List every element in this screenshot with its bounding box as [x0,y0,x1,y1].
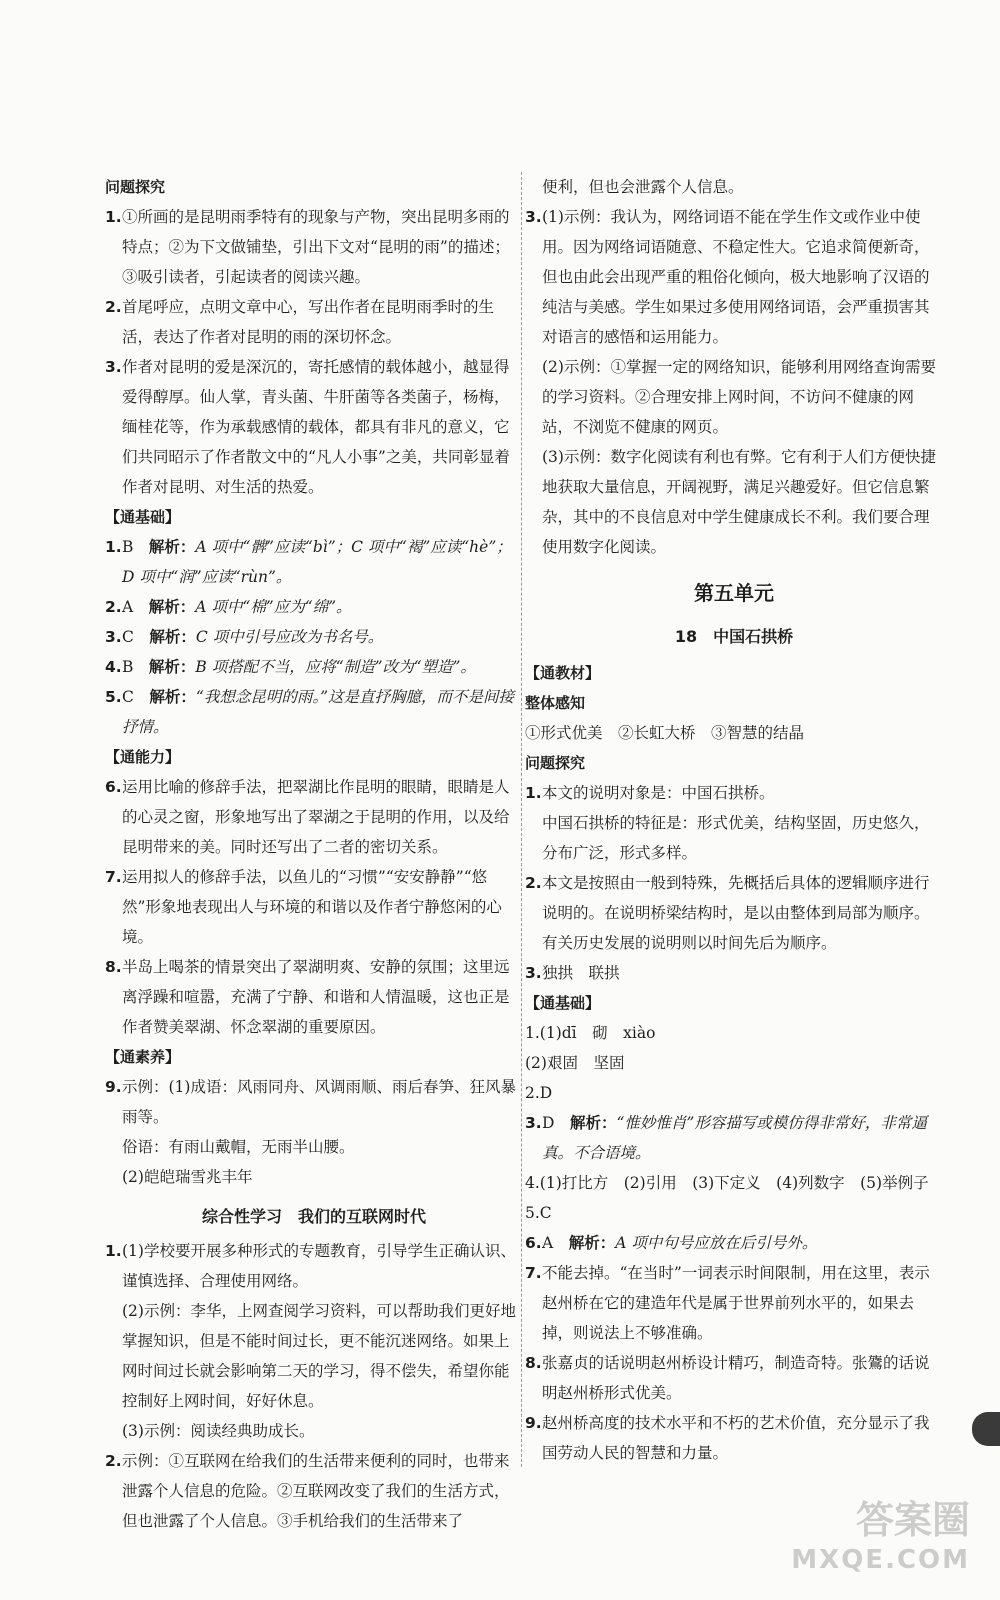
answer-item: 9. 赵州桥高度的技术水平和不朽的艺术价值，充分显示了我国劳动人民的智慧和力量。 [525,1414,930,1462]
answer-item: 1. 本文的说明对象是：中国石拱桥。 [525,784,775,802]
section-heading-tongjiaocai: 【通教材】 [525,664,601,682]
answer-subline: (2)皑皑瑞雪兆丰年 [122,1168,253,1186]
section-heading-tongjichu: 【通基础】 [105,508,181,526]
answer-item: 1. B 解析：A 项中“髀”应读“bì”；C 项中“褐”应读“hè”；D 项中“润”应读“rùn”。 [105,538,512,586]
zhengti-answer: ①形式优美 ②长虹大桥 ③智慧的结晶 [525,724,805,742]
answer-item: 6. 运用比喻的修辞手法，把翠湖比作昆明的眼睛，眼睛是人的心灵之窗，形象地写出了翠湖之于昆明的作用，以及给昆明带来的美。同时还写出了二者的密切关系。 [105,778,510,856]
answer-item: 8. 张嘉贞的话说明赵州桥设计精巧，制造奇特。张鷟的话说明赵州桥形式优美。 [525,1354,930,1402]
lesson-title: 18 中国石拱桥 [674,627,794,646]
section-heading-wenti: 问题探究 [525,754,586,772]
answer-item: 3. (1)示例：我认为，网络词语不能在学生作文或作业中使用。因为网络词语随意、不稳定性大。它追求简便新奇，但也由此会出现严重的粗俗化倾向，极大地影响了汉语的纯洁与美感。学生如果过多使用网络词语，会严重损害其对语言的感悟和运用能力。 [525,208,930,346]
answer-item: 3. 独拱 联拱 [525,964,620,982]
answer-item: 3. 作者对昆明的爱是深沉的，寄托感情的载体越小，越显得爱得醇厚。仙人掌，青头菌、牛肝菌等各类菌子，杨梅，缅桂花等，作为承载感情的载体，都具有非凡的意义，它们共同昭示了作者散文中的“凡人小事”之美，共同彰显着作者对昆明、对生活的热爱。 [105,358,510,496]
answer-item: 6. A 解析：A 项中句号应放在后引号外。 [525,1234,818,1252]
answer-subline: 俗语：有雨山戴帽，无雨半山腰。 [122,1138,355,1156]
answer-subline: (2)示例：李华，上网查阅学习资料，可以帮助我们更好地掌握知识，但是不能时间过长，更不能沉迷网络。如果上网时间过长就会影响第二天的学习，得不偿失，希望你能控制好上网时间，好好休息。 [122,1302,516,1410]
answer-item: 5. C 解析：“我想念昆明的雨。”这是直抒胸臆，而不是间接抒情。 [105,688,515,736]
right-column [525,172,943,1468]
answer-item: 1. ①所画的是昆明雨季特有的现象与产物，突出昆明多雨的特点；②为下文做铺垫，引出下文对“昆明的雨”的描述；③吸引读者，引起读者的阅读兴趣。 [105,208,510,286]
answer-item: 2. 首尾呼应，点明文章中心，写出作者在昆明雨季时的生活，表达了作者对昆明的雨的深切怀念。 [105,298,495,346]
answer-line: 4.(1)打比方 (2)引用 (3)下定义 (4)列数字 (5)举例子 [525,1174,929,1192]
answer-item: 2. 示例：①互联网在给我们的生活带来便利的同时，也带来泄露个人信息的危险。②互联网改变了我们的生活方式，但也泄露了个人信息。③手机给我们的生活带来了 [105,1452,510,1530]
zonghe-title: 综合性学习 我们的互联网时代 [201,1207,426,1226]
answer-line: 2.D [525,1084,553,1102]
section-heading-tongjichu: 【通基础】 [525,994,601,1012]
answer-item: 1. (1)学校要开展多种形式的专题教育，引导学生正确认识、谨慎选择、合理使用网络。 [105,1242,516,1290]
section-heading-tongsuyang: 【通素养】 [105,1048,181,1066]
section-heading-tongnengli: 【通能力】 [105,748,181,766]
answer-item: 3. C 解析：C 项中引号应改为书名号。 [105,628,384,646]
answer-item: 8. 半岛上喝茶的情景突出了翠湖明爽、安静的氛围；这里远离浮躁和喧嚣，充满了宁静、和谐和人情温暖，这也正是作者赞美翠湖、怀念翠湖的重要原因。 [105,958,510,1036]
answer-line: 5.C [525,1204,552,1222]
section-heading-zhengti: 整体感知 [525,694,586,712]
answer-item: 3. D 解析：“惟妙惟肖”形容描写或模仿得非常好，非常逼真。不合语境。 [525,1114,927,1162]
answer-item: 7. 不能去掉。“在当时”一词表示时间限制，用在这里，表示赵州桥在它的建造年代是属于世界前列水平的，如果去掉，则说法上不够准确。 [525,1264,930,1342]
answer-subline: 中国石拱桥的特征是：形式优美，结构坚固，历史悠久，分布广泛，形式多样。 [542,814,930,862]
answer-item: 9. 示例：(1)成语：风雨同舟、风调雨顺、雨后春笋、狂风暴雨等。 [105,1078,516,1126]
section-heading-wenti: 问题探究 [105,178,166,196]
answer-item: 2. 本文是按照由一般到特殊，先概括后具体的逻辑顺序进行说明的。在说明桥梁结构时，是以由整体到局部为顺序。有关历史发展的说明则以时间先后为顺序。 [525,874,930,952]
answer-continuation: 便利，但也会泄露个人信息。 [542,178,744,196]
page-edge-tab [972,1412,1000,1446]
unit-title: 第五单元 [694,581,774,605]
answer-subline: (3)示例：阅读经典助成长。 [122,1422,315,1440]
answer-line: 1.(1)dī 砌 xiào [525,1024,656,1042]
answer-line: (2)艰固 坚固 [525,1054,625,1072]
left-column [105,172,523,1536]
answer-subline: (2)示例：①掌握一定的网络知识，能够利用网络查询需要的学习资料。②合理安排上网时间，不访问不健康的网站，不浏览不健康的网页。 [542,358,936,436]
watermark-logo: 答案圈 MXQE.COM [791,1498,970,1575]
answer-subline: (3)示例：数字化阅读有利也有弊。它有利于人们方便快捷地获取大量信息，开阔视野，满足兴趣爱好。但它信息繁杂，其中的不良信息对中学生健康成长不利。我们要合理使用数字化阅读。 [542,448,936,556]
answer-item: 7. 运用拟人的修辞手法，以鱼儿的“习惯”“安安静静”“悠然”形象地表现出人与环境的和谐以及作者宁静悠闲的心境。 [105,868,502,946]
answer-item: 4. B 解析：B 项搭配不当，应将“制造”改为“塑造”。 [105,658,476,676]
answer-item: 2. A 解析：A 项中“棉”应为“绵”。 [105,598,352,616]
